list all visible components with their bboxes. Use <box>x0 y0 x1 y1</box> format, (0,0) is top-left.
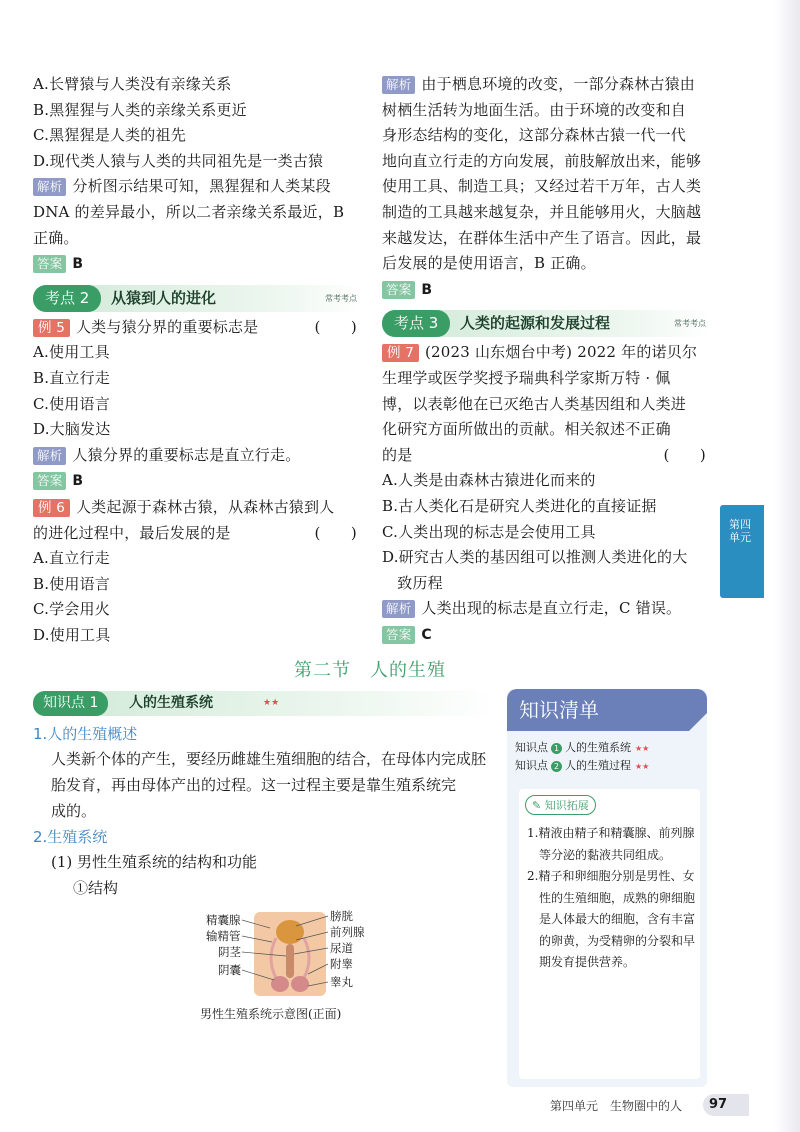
option-c: C.黑猩猩是人类的祖先 <box>33 126 186 145</box>
subheading-overview: 1.人的生殖概述 <box>33 725 138 743</box>
option-b: B.黑猩猩与人类的亲缘关系更近 <box>33 100 247 119</box>
example-5-stem <box>33 315 363 341</box>
example-6-stem <box>33 521 363 547</box>
example-5-option: A.使用工具 <box>33 343 110 362</box>
male-reproductive-diagram <box>196 908 376 998</box>
analysis-tag: 解析 <box>382 76 415 94</box>
diagram-label: 输精管 <box>206 929 241 943</box>
diagram-label: 尿道 <box>330 941 353 955</box>
example-5-option: D.大脑发达 <box>33 420 111 439</box>
example-7-stem <box>382 340 712 366</box>
kaodian-note: 常考考点 <box>674 319 706 329</box>
item-label: 人的生殖系统 <box>565 741 631 754</box>
answer-value: C <box>421 626 432 643</box>
analysis-line <box>33 174 363 200</box>
answer-value: B <box>421 281 433 298</box>
example-7-answer <box>382 622 712 649</box>
star-icon: ★★ <box>635 762 650 771</box>
answer-value: B <box>72 473 84 490</box>
diagram-label: 阴茎 <box>218 945 241 959</box>
diagram-caption: 男性生殖系统示意图(正面) <box>200 1007 342 1021</box>
analysis-line: 树栖生活转为地面生活。由于环境的改变和自 <box>382 100 687 119</box>
example-stem: (2023 山东烟台中考) 2022 年的诺贝尔 <box>424 343 698 362</box>
analysis-line: 身形态结构的变化，这部分森林古猿一代一代 <box>382 126 687 145</box>
example-tag: 例 6 <box>33 499 70 517</box>
side-tab-line: 第四 <box>729 518 751 531</box>
extension-line: 期发育提供营养。 <box>527 955 636 969</box>
example-5-answer <box>33 468 363 495</box>
example-tag: 例 7 <box>382 344 419 362</box>
answer-line <box>33 251 363 278</box>
footer-unit-title: 第四单元 生物圈中的人 <box>550 1099 683 1113</box>
knowledge-list-panel <box>507 689 707 1087</box>
analysis-text: 分析图示结果可知，黑猩猩和人类某段 <box>72 177 331 196</box>
example-7-stem: 生理学或医学奖授予瑞典科学家斯万特 · 佩 <box>382 368 671 387</box>
right-column <box>382 72 712 648</box>
section-title: 第二节 人的生殖 <box>294 660 446 681</box>
kaodian-2-header <box>33 285 363 312</box>
option-d: D.现代类人猿与人类的共同祖先是一类古猿 <box>33 151 324 170</box>
answer-value: B <box>72 256 84 273</box>
example-6-option: D.使用工具 <box>33 625 111 644</box>
extension-line: 性的生殖细胞，成熟的卵细胞 <box>527 890 696 905</box>
knowledge-point-1-header <box>33 691 495 716</box>
example-6-stem <box>33 495 363 521</box>
paragraph-line: 人类新个体的产生，要经历雌雄生殖细胞的结合，在母体内完成胚 <box>51 750 487 768</box>
answer-paren: ( ) <box>663 445 706 464</box>
example-stem: 人类起源于森林古猿，从森林古猿到人 <box>75 497 335 516</box>
answer-paren: ( ) <box>314 317 357 336</box>
answer-paren: ( ) <box>314 523 357 542</box>
option-a: A.长臂猿与人类没有亲缘关系 <box>33 75 232 93</box>
analysis-line: 来越发达，在群体生活中产生了语言。因此，最 <box>382 228 702 247</box>
example-7-option: 致历程 <box>382 573 443 592</box>
knowledge-extension-tag <box>525 795 596 815</box>
left-column <box>33 72 363 648</box>
analysis-text: 人类出现的标志是直立行走，C 错误。 <box>421 599 682 618</box>
item-prefix: 知识点 <box>515 741 548 754</box>
lightbulb-icon: ✎ <box>532 799 545 812</box>
analysis-tag: 解析 <box>33 447 66 465</box>
unit-side-tab <box>720 505 764 598</box>
item-number: 1 <box>551 743 562 754</box>
analysis-line <box>382 72 712 98</box>
answer-tag: 答案 <box>382 281 415 299</box>
extension-tag-label: 知识拓展 <box>544 799 589 812</box>
example-7-stem <box>382 443 712 469</box>
example-6-option: C.学会用火 <box>33 600 110 619</box>
paragraph-line: 成的。 <box>51 802 97 820</box>
knowledge-extension-text <box>527 823 695 974</box>
page-number: 97 <box>703 1094 749 1116</box>
example-7-option: B.古人类化石是研究人类进化的直接证据 <box>382 496 657 515</box>
example-7-option: A.人类是由森林古猿进化而来的 <box>382 471 596 490</box>
extension-line: 是人体最大的细胞，含有丰富 <box>527 912 696 926</box>
diagram-label: 附睾 <box>330 957 353 971</box>
kaodian-title: 人类的起源和发展过程 <box>460 314 611 333</box>
example-stem: 人类与猿分界的重要标志是 <box>75 317 259 336</box>
kaodian-tag: 考点 3 <box>382 310 450 337</box>
subheading-male-system: (1) 男性生殖系统的结构和功能 <box>51 853 258 871</box>
analysis-line: 后发展的是使用语言，B 正确。 <box>382 254 596 273</box>
diagram-label: 精囊腺 <box>206 913 241 927</box>
diagram-label: 膀胱 <box>330 909 353 923</box>
example-stem: 的进化过程中，最后发展的是 <box>33 523 231 542</box>
analysis-line: DNA 的差异最小，所以二者亲缘关系最近，B <box>33 202 345 221</box>
diagram-label: 前列腺 <box>330 925 365 939</box>
extension-line: 1.精液由精子和精囊腺、前列腺 <box>527 826 695 840</box>
example-6-option: A.直立行走 <box>33 549 110 568</box>
answer-line <box>382 277 712 304</box>
extension-line: 等分泌的黏液共同组成。 <box>527 847 672 862</box>
knowledge-point-tag: 知识点 1 <box>33 691 108 716</box>
analysis-line: 使用工具、制造工具；又经过若干万年，古人类 <box>382 177 702 196</box>
analysis-text: 由于栖息环境的改变，一部分森林古猿由 <box>421 75 696 93</box>
kaodian-tag: 考点 2 <box>33 285 101 312</box>
example-6-option: B.使用语言 <box>33 574 110 593</box>
example-stem: 的是 <box>382 445 413 464</box>
analysis-tag: 解析 <box>33 178 66 196</box>
example-5-option: B.直立行走 <box>33 368 110 387</box>
analysis-line: 制造的工具越来越复杂，并且能够用火，大脑越 <box>382 202 702 221</box>
example-7-option: C.人类出现的标志是会使用工具 <box>382 522 596 541</box>
example-5-option: C.使用语言 <box>33 394 110 413</box>
knowledge-list-item <box>515 739 649 755</box>
analysis-line: 地向直立行走的方向发展，前肢解放出来，能够 <box>382 151 702 170</box>
answer-tag: 答案 <box>33 472 66 490</box>
star-icon: ★★ <box>263 698 280 708</box>
star-icon: ★★ <box>635 744 650 753</box>
item-prefix: 知识点 <box>515 759 548 772</box>
kaodian-title: 从猿到人的进化 <box>111 288 217 307</box>
diagram-label: 阴囊 <box>218 963 241 977</box>
example-7-stem: 博，以表彰他在已灭绝古人类基因组和人类进 <box>382 394 687 413</box>
analysis-line: 正确。 <box>33 228 79 247</box>
example-5-analysis <box>33 443 363 469</box>
answer-tag: 答案 <box>33 255 66 273</box>
extension-line: 的卵黄，为受精卵的分裂和早 <box>527 933 696 948</box>
knowledge-list-item <box>515 757 649 773</box>
subheading-structure: ①结构 <box>73 879 119 897</box>
kaodian-note: 常考考点 <box>325 293 357 303</box>
paragraph-line: 胎发育，再由母体产出的过程。这一过程主要是靠生殖系统完 <box>51 776 457 794</box>
item-number: 2 <box>551 761 562 772</box>
side-tab-line: 单元 <box>729 530 751 544</box>
diagram-label: 睾丸 <box>330 975 353 989</box>
kaodian-3-header <box>382 310 712 337</box>
knowledge-extension-box <box>519 789 700 1079</box>
example-7-analysis <box>382 596 712 622</box>
subheading-system: 2.生殖系统 <box>33 828 108 846</box>
example-7-option: D.研究古人类的基因组可以推测人类进化的大 <box>382 548 688 567</box>
answer-tag: 答案 <box>382 626 415 644</box>
overview-paragraph <box>51 746 486 824</box>
example-7-stem: 化研究方面所做出的贡献。相关叙述不正确 <box>382 420 671 439</box>
knowledge-point-title: 人的生殖系统 <box>129 695 213 711</box>
analysis-tag: 解析 <box>382 600 415 618</box>
item-label: 人的生殖过程 <box>565 759 631 772</box>
extension-line: 2.精子和卵细胞分别是男性、女 <box>527 869 695 883</box>
page-edge-shadow <box>774 0 800 1132</box>
example-tag: 例 5 <box>33 319 70 337</box>
analysis-text: 人猿分界的重要标志是直立行走。 <box>72 445 301 464</box>
knowledge-list-title: 知识清单 <box>507 689 707 731</box>
